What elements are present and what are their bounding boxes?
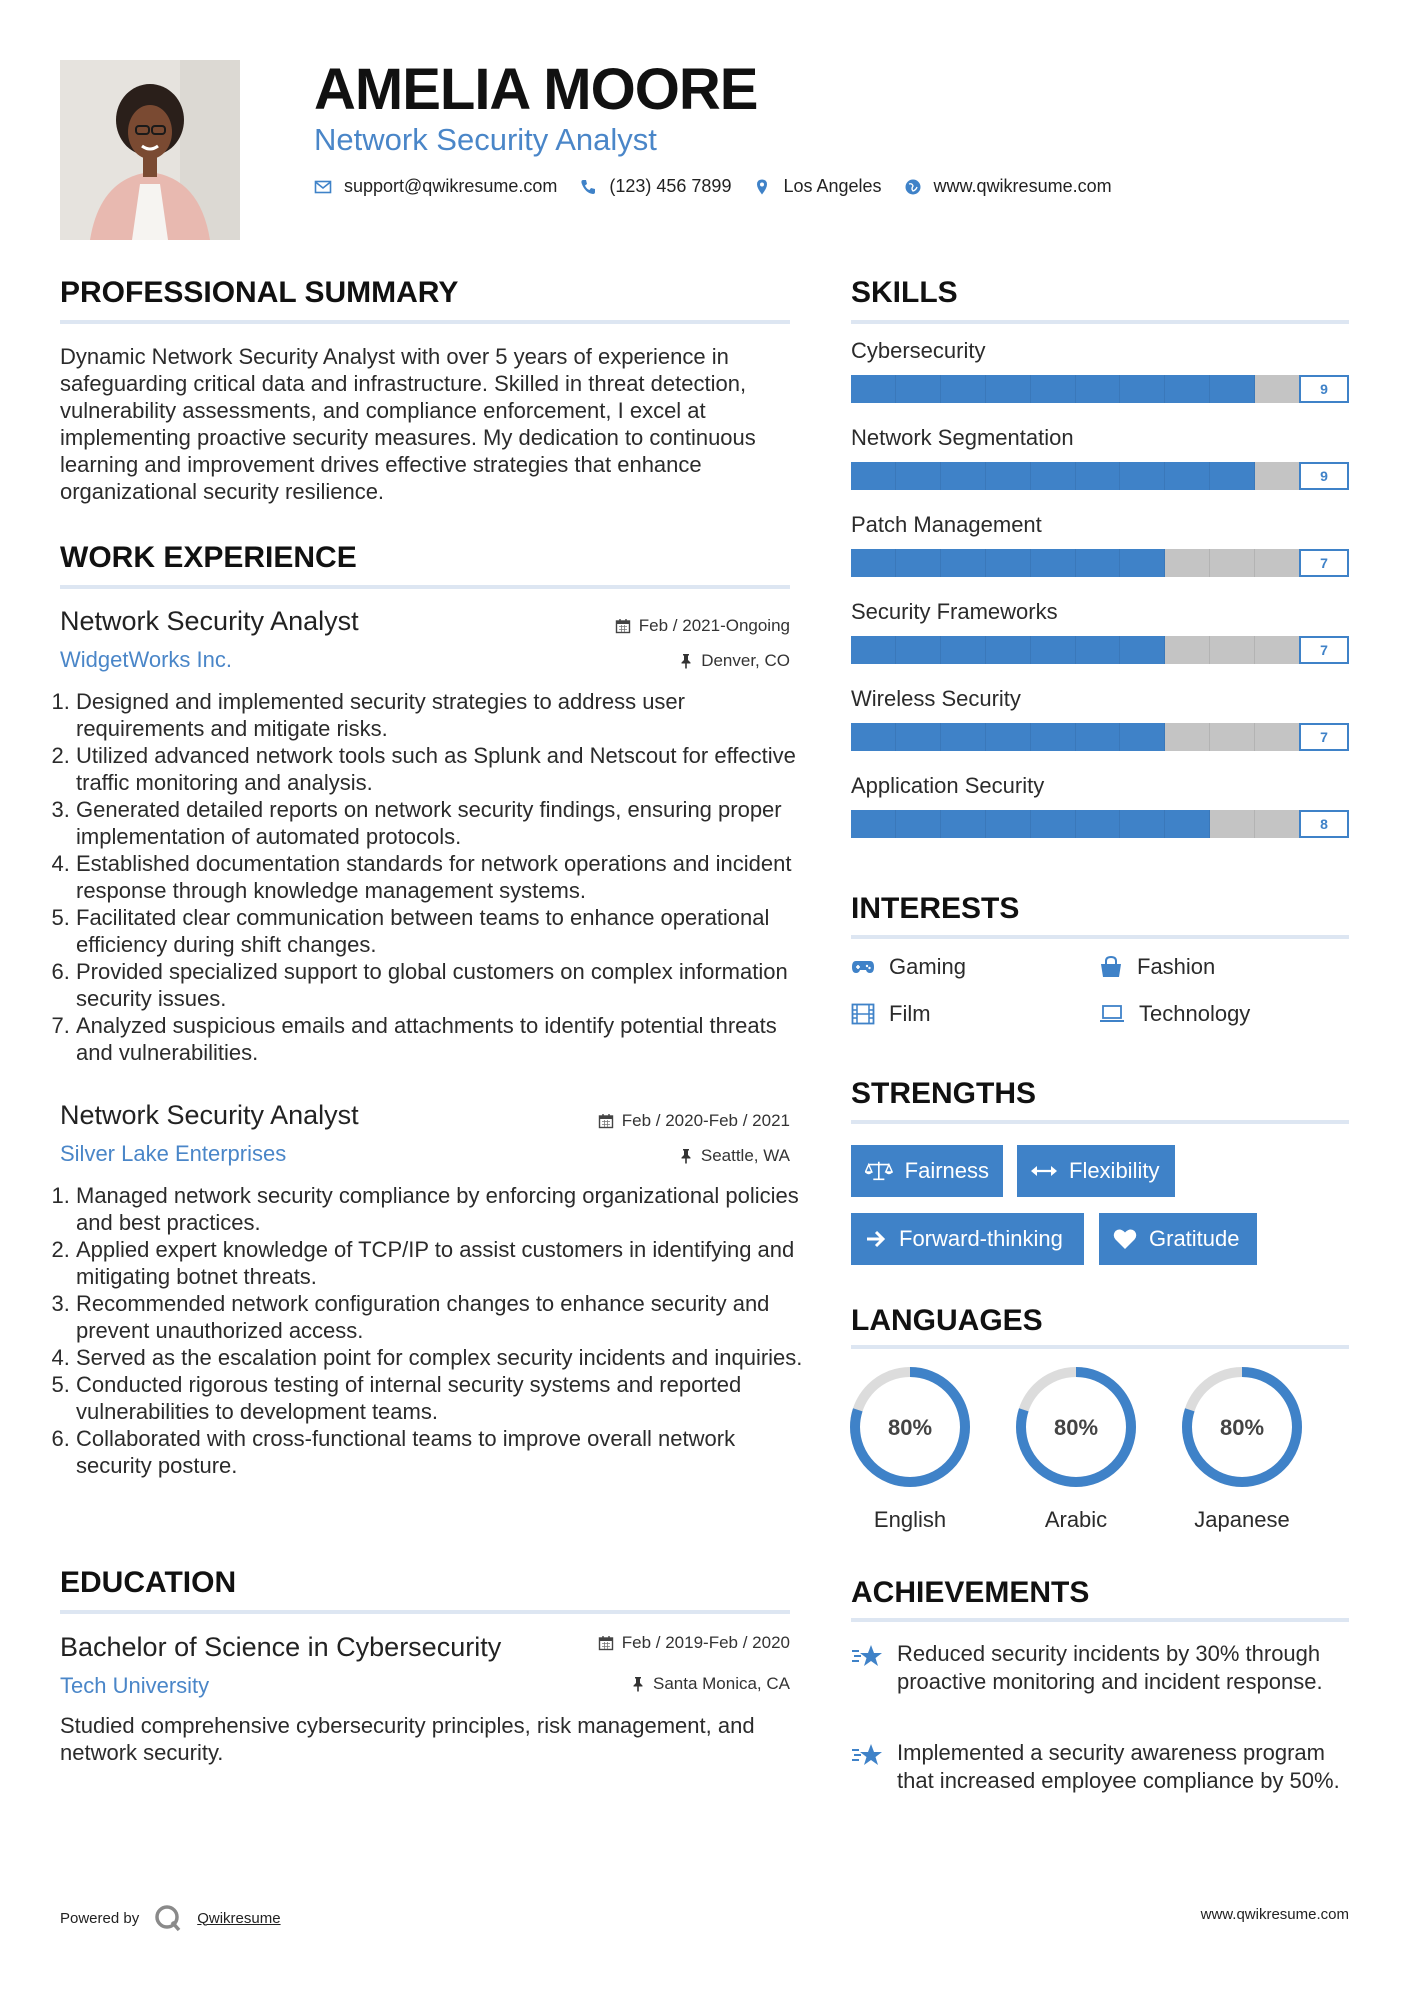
skill-bar [851,549,1299,577]
interest-item [1099,1001,1250,1027]
candidate-name: AMELIA MOORE [314,57,758,122]
skill-label: Network Segmentation [851,425,1074,450]
arrow-right-icon [865,1229,887,1249]
skill-bar-filled-segment [1031,723,1076,751]
gamepad-icon [851,958,875,976]
skill-row [851,773,1349,838]
education-divider [60,1610,790,1614]
skill-bar-filled-segment [986,549,1031,577]
strength-label: Fairness [904,1158,989,1183]
interest-item [1099,954,1215,980]
skills-heading: SKILLS [851,276,958,309]
education-dates-text: Feb / 2019-Feb / 2020 [621,1633,790,1652]
star-rocket-icon [851,1642,883,1670]
skill-bar-filled-segment [941,636,986,664]
skill-label: Application Security [851,773,1045,798]
skill-bar-empty-segment [1255,636,1299,664]
skill-bar-empty-segment [1255,549,1299,577]
skill-bar-filled-segment [986,462,1031,490]
skills-divider [851,320,1349,324]
experience-divider [60,585,790,589]
skill-row [851,686,1349,751]
film-icon [851,1003,875,1025]
skill-bar-filled-segment [1031,810,1076,838]
job-location-text: Denver, CO [701,651,790,670]
skill-bar-filled-segment [941,375,986,403]
qwikresume-logo-icon [153,1903,183,1933]
skill-bar-filled-segment [941,549,986,577]
interest-item [851,954,966,980]
skill-bar-filled-segment [1165,462,1210,490]
summary-text: Dynamic Network Security Analyst with over 5 years of experience in safeguarding critical data and infrastructure. Skilled in threat detection, vulnerability assessments, and compliance enforcement, I excel at implementing proactive security measures. My dedication to continuous learning and improvement drives effective strategies that enhance organizational security resilience. [60,344,756,504]
skill-bar-filled-segment [1076,462,1121,490]
laptop-icon [1099,1004,1125,1024]
skill-label: Cybersecurity [851,338,986,363]
skill-bar-filled-segment [1210,375,1255,403]
achievements-divider [851,1618,1349,1622]
experience-heading: WORK EXPERIENCE [60,541,357,574]
skill-bar-empty-segment [1210,810,1255,838]
interest-label: Fashion [1137,954,1216,979]
candidate-title: Network Security Analyst [314,122,657,157]
skill-score: 9 [1299,375,1349,403]
skill-bar-filled-segment [1076,723,1121,751]
skill-bar-filled-segment [896,375,941,403]
languages-heading: LANGUAGES [851,1304,1043,1337]
skill-bar-filled-segment [1031,549,1076,577]
balance-scale-icon [865,1159,893,1183]
education-location-text: Santa Monica, CA [652,1674,790,1693]
interest-label: Film [889,1001,931,1026]
skill-bar-filled-segment [851,636,896,664]
list-item: 5. Facilitated clear communication between teams to enhance operational efficiency during shift changes. [76,904,806,958]
contact-bar [314,176,1134,197]
skill-bar-filled-segment [1120,549,1165,577]
strength-label: Flexibility [1069,1158,1160,1183]
skill-bar-filled-segment [1120,636,1165,664]
skill-bar-filled-segment [1120,810,1165,838]
job-dates [480,616,790,636]
language-item [996,1366,1156,1533]
strengths-divider [851,1120,1349,1124]
skill-bar-filled-segment [896,549,941,577]
degree-title: Bachelor of Science in Cybersecurity [60,1632,502,1662]
skill-bar-filled-segment [1031,636,1076,664]
skill-score: 8 [1299,810,1349,838]
skill-bar-filled-segment [1120,462,1165,490]
skill-score: 7 [1299,723,1349,751]
footer-url[interactable]: www.qwikresume.com [1200,1906,1349,1923]
job-dates-text: Feb / 2020-Feb / 2021 [621,1111,790,1130]
skill-row [851,425,1349,490]
skill-bar-empty-segment [1210,549,1255,577]
skill-bar-filled-segment [1120,723,1165,751]
list-item: 2. Utilized advanced network tools such as Splunk and Netscout for effective traffic monitoring and analysis. [76,742,806,796]
brand-link[interactable]: Qwikresume [197,1909,281,1927]
list-item: 1. Managed network security compliance by enforcing organizational policies and best practices. [76,1182,816,1236]
strength-badge [1099,1213,1257,1265]
job-location [480,1146,790,1166]
language-name: Arabic [1044,1507,1108,1532]
skill-bar-filled-segment [896,723,941,751]
phone-icon [579,178,597,196]
skill-bar-empty-segment [1210,636,1255,664]
language-percent: 80% [1053,1415,1099,1440]
skill-bar-empty-segment [1165,636,1210,664]
pushpin-icon [679,1148,693,1164]
language-item [1162,1366,1322,1533]
interests-heading: INTERESTS [851,892,1020,925]
calendar-icon [598,1113,614,1129]
language-name: Japanese [1194,1507,1290,1532]
interest-item [851,1001,931,1027]
language-ring [996,1366,1156,1496]
strength-label: Forward-thinking [899,1226,1063,1251]
strength-badge [1017,1145,1175,1197]
envelope-icon [314,178,332,196]
skill-bar-filled-segment [941,810,986,838]
summary-divider [60,320,790,324]
skill-bar-empty-segment [1165,723,1210,751]
list-item: 7. Analyzed suspicious emails and attachments to identify potential threats and vulnerabilities. [76,1012,806,1066]
skill-bar-empty-segment [1255,462,1299,490]
skill-score: 7 [1299,549,1349,577]
education-dates [480,1633,790,1653]
job-title: Network Security Analyst [60,1100,359,1130]
skill-bar-filled-segment [851,375,896,403]
skill-bar-filled-segment [896,636,941,664]
skill-bar-empty-segment [1255,810,1299,838]
list-item: 3. Recommended network configuration changes to enhance security and prevent unauthorized access. [76,1290,816,1344]
profile-photo [60,60,240,240]
skill-bar-filled-segment [851,723,896,751]
skill-bar-filled-segment [941,723,986,751]
contact-website[interactable]: www.qwikresume.com [933,176,1112,196]
powered-by-label: Powered by [60,1909,140,1927]
list-item: 6. Provided specialized support to global customers on complex information security issues. [76,958,806,1012]
job-title: Network Security Analyst [60,606,359,636]
job-location-text: Seattle, WA [700,1146,790,1165]
skill-score: 9 [1299,462,1349,490]
strength-label: Gratitude [1149,1226,1240,1251]
job-duties [58,688,806,1066]
language-percent: 80% [887,1415,933,1440]
skill-bar-filled-segment [986,723,1031,751]
list-item: 5. Conducted rigorous testing of internal security systems and reported vulnerabilities to development teams. [76,1371,816,1425]
skill-bar-filled-segment [851,462,896,490]
skill-bar [851,375,1299,403]
profile-photo-illustration [60,60,240,240]
education-description: Studied comprehensive cybersecurity principles, risk management, and network security. [60,1713,755,1765]
skill-score: 7 [1299,636,1349,664]
skill-bar-filled-segment [941,462,986,490]
job-location [480,651,790,671]
map-marker-icon [753,178,771,196]
skill-bar [851,723,1299,751]
skill-bar-filled-segment [986,636,1031,664]
globe-icon [904,178,922,196]
education-heading: EDUCATION [60,1566,237,1599]
skill-bar-filled-segment [1165,375,1210,403]
skill-row [851,599,1349,664]
job-company: WidgetWorks Inc. [60,647,232,672]
achievement-text: Implemented a security awareness program that increased employee compliance by 50%. [897,1740,1340,1793]
pushpin-icon [679,653,693,669]
language-name: English [873,1507,947,1532]
list-item: 4. Established documentation standards for network operations and incident response through knowledge management systems. [76,850,806,904]
pushpin-icon [631,1676,645,1692]
skill-bar-empty-segment [1255,723,1299,751]
skill-bar-filled-segment [986,810,1031,838]
job-duties [58,1182,816,1479]
arrows-horizontal-icon [1031,1164,1057,1178]
skill-bar-empty-segment [1165,549,1210,577]
skill-bar-filled-segment [1120,375,1165,403]
interests-divider [851,935,1349,939]
star-rocket-icon [851,1741,883,1769]
strength-badge [851,1145,1003,1197]
language-item [830,1366,990,1533]
skill-row [851,512,1349,577]
skill-bar-filled-segment [1076,810,1121,838]
skill-bar-filled-segment [851,810,896,838]
skill-bar-filled-segment [1076,636,1121,664]
skill-bar [851,810,1299,838]
skill-bar-filled-segment [896,462,941,490]
shopping-bag-icon [1099,956,1123,978]
education-location [480,1674,790,1694]
strengths-heading: STRENGTHS [851,1077,1037,1110]
skill-bar-filled-segment [1031,375,1076,403]
list-item: 3. Generated detailed reports on network security findings, ensuring proper implementation of automated protocols. [76,796,806,850]
school-name: Tech University [60,1673,210,1698]
job-dates-text: Feb / 2021-Ongoing [638,616,790,635]
skill-bar [851,636,1299,664]
footer-powered [60,1903,281,1933]
interest-label: Technology [1139,1001,1251,1026]
languages-divider [851,1345,1349,1349]
contact-email[interactable]: support@qwikresume.com [344,176,558,196]
calendar-icon [598,1635,614,1651]
skill-label: Security Frameworks [851,599,1058,624]
skill-bar-filled-segment [1031,462,1076,490]
skill-bar [851,462,1299,490]
achievement-item [851,1739,1349,1795]
skill-row [851,338,1349,403]
list-item: 1. Designed and implemented security strategies to address user requirements and mitigate risks. [76,688,806,742]
skill-bar-filled-segment [1210,462,1255,490]
skill-bar-filled-segment [851,549,896,577]
job-dates [480,1111,790,1131]
skill-bar-filled-segment [1076,549,1121,577]
language-percent: 80% [1219,1415,1265,1440]
skill-bar-empty-segment [1210,723,1255,751]
job-company: Silver Lake Enterprises [60,1141,287,1166]
skill-bar-filled-segment [1165,810,1210,838]
contact-location: Los Angeles [783,176,882,196]
calendar-icon [615,618,631,634]
heart-icon [1113,1228,1137,1250]
achievements-heading: ACHIEVEMENTS [851,1576,1090,1609]
list-item: 6. Collaborated with cross-functional teams to improve overall network security posture. [76,1425,816,1479]
skill-bar-filled-segment [896,810,941,838]
strength-badge [851,1213,1084,1265]
achievement-text: Reduced security incidents by 30% through proactive monitoring and incident response. [897,1641,1323,1694]
list-item: 4. Served as the escalation point for complex security incidents and inquiries. [76,1344,816,1371]
skill-bar-filled-segment [1076,375,1121,403]
list-item: 2. Applied expert knowledge of TCP/IP to assist customers in identifying and mitigating botnet threats. [76,1236,816,1290]
summary-heading: PROFESSIONAL SUMMARY [60,276,459,309]
language-ring [1162,1366,1322,1496]
language-ring [830,1366,990,1496]
skill-label: Wireless Security [851,686,1021,711]
achievement-item [851,1640,1349,1696]
skill-bar-filled-segment [986,375,1031,403]
skill-label: Patch Management [851,512,1042,537]
skill-bar-empty-segment [1255,375,1299,403]
interest-label: Gaming [889,954,967,979]
contact-phone[interactable]: (123) 456 7899 [609,176,732,196]
